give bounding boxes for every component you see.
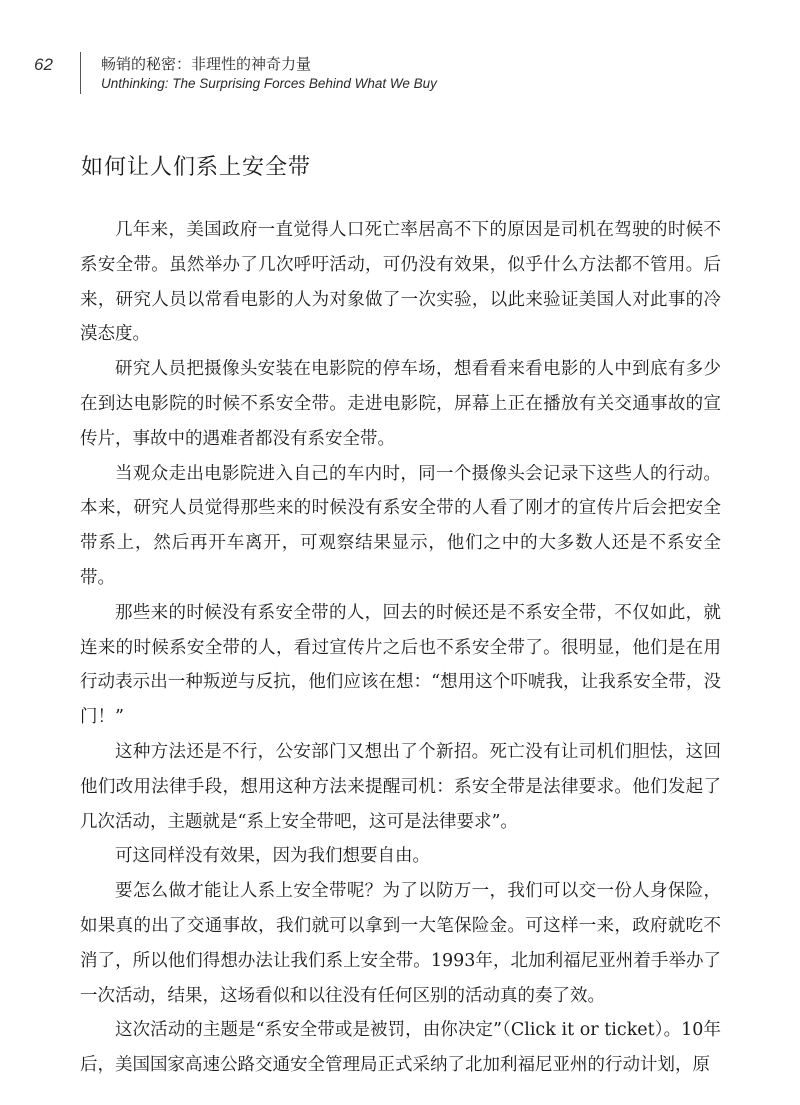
running-header	[0, 50, 800, 98]
paragraph: 几年来，美国政府一直觉得人口死亡率居高不下的原因是司机在驾驶的时候不系安全带。虽然举办了几次呼吁活动，可仍没有效果，似乎什么方法都不管用。后来，研究人员以常看电影的人为对象做了一次实验，以此来验证美国人对此事的冷漠态度。	[80, 220, 721, 345]
page-number: 62	[34, 55, 53, 74]
paragraph: 可这同样没有效果，因为我们想要自由。	[115, 846, 430, 867]
book-title-chinese: 畅销的秘密：非理性的神奇力量	[101, 55, 312, 73]
paragraph: 当观众走出电影院进入自己的车内时，同一个摄像头会记录下这些人的行动。本来，研究人员觉得那些来的时候没有系安全带的人看了刚才的宣传片后会把安全带系上，然后再开车离开，可观察结果显示，他们之中的大多数人还是不系安全带。	[80, 463, 721, 588]
section-title: 如何让人们系上安全带	[81, 155, 312, 180]
header-divider	[80, 52, 81, 94]
body-text	[80, 213, 721, 1083]
book-title-english: Unthinking: The Surprising Forces Behind What We Buy	[101, 76, 437, 91]
paragraph: 那些来的时候没有系安全带的人，回去的时候还是不系安全带，不仅如此，就连来的时候系安全带的人，看过宣传片之后也不系安全带了。很明显，他们是在用行动表示出一种叛逆与反抗，他们应该在想：“想用这个吓唬我，让我系安全带，没门！”	[80, 602, 721, 728]
paragraph: 这种方法还是不行，公安部门又想出了个新招。死亡没有让司机们胆怯，这回他们改用法律手段，想用这种方法来提醒司机：系安全带是法律要求。他们发起了几次活动，主题就是“系上安全带吧，这可是法律要求”。	[80, 741, 721, 832]
paragraph: 研究人员把摄像头安装在电影院的停车场，想看看来看电影的人中到底有多少在到达电影院的时候不系安全带。走进电影院，屏幕上正在播放有关交通事故的宣传片，事故中的遇难者都没有系安全带。	[80, 359, 721, 449]
paragraph: 要怎么做才能让人系上安全带呢？为了以防万一，我们可以交一份人身保险，如果真的出了交通事故，我们就可以拿到一大笔保险金。可这样一来，政府就吃不消了，所以他们得想办法让我们系上安全带。1993年，北加利福尼亚州着手举办了一次活动，结果，这场看似和以往没有任何区别的活动真的奏了效。	[80, 881, 721, 1006]
paragraph: 这次活动的主题是“系安全带或是被罚，由你决定”（Click it or ticket）。10年后，美国国家高速公路交通安全管理局正式采纳了北加利福尼亚州的行动计划，原	[80, 1020, 721, 1076]
